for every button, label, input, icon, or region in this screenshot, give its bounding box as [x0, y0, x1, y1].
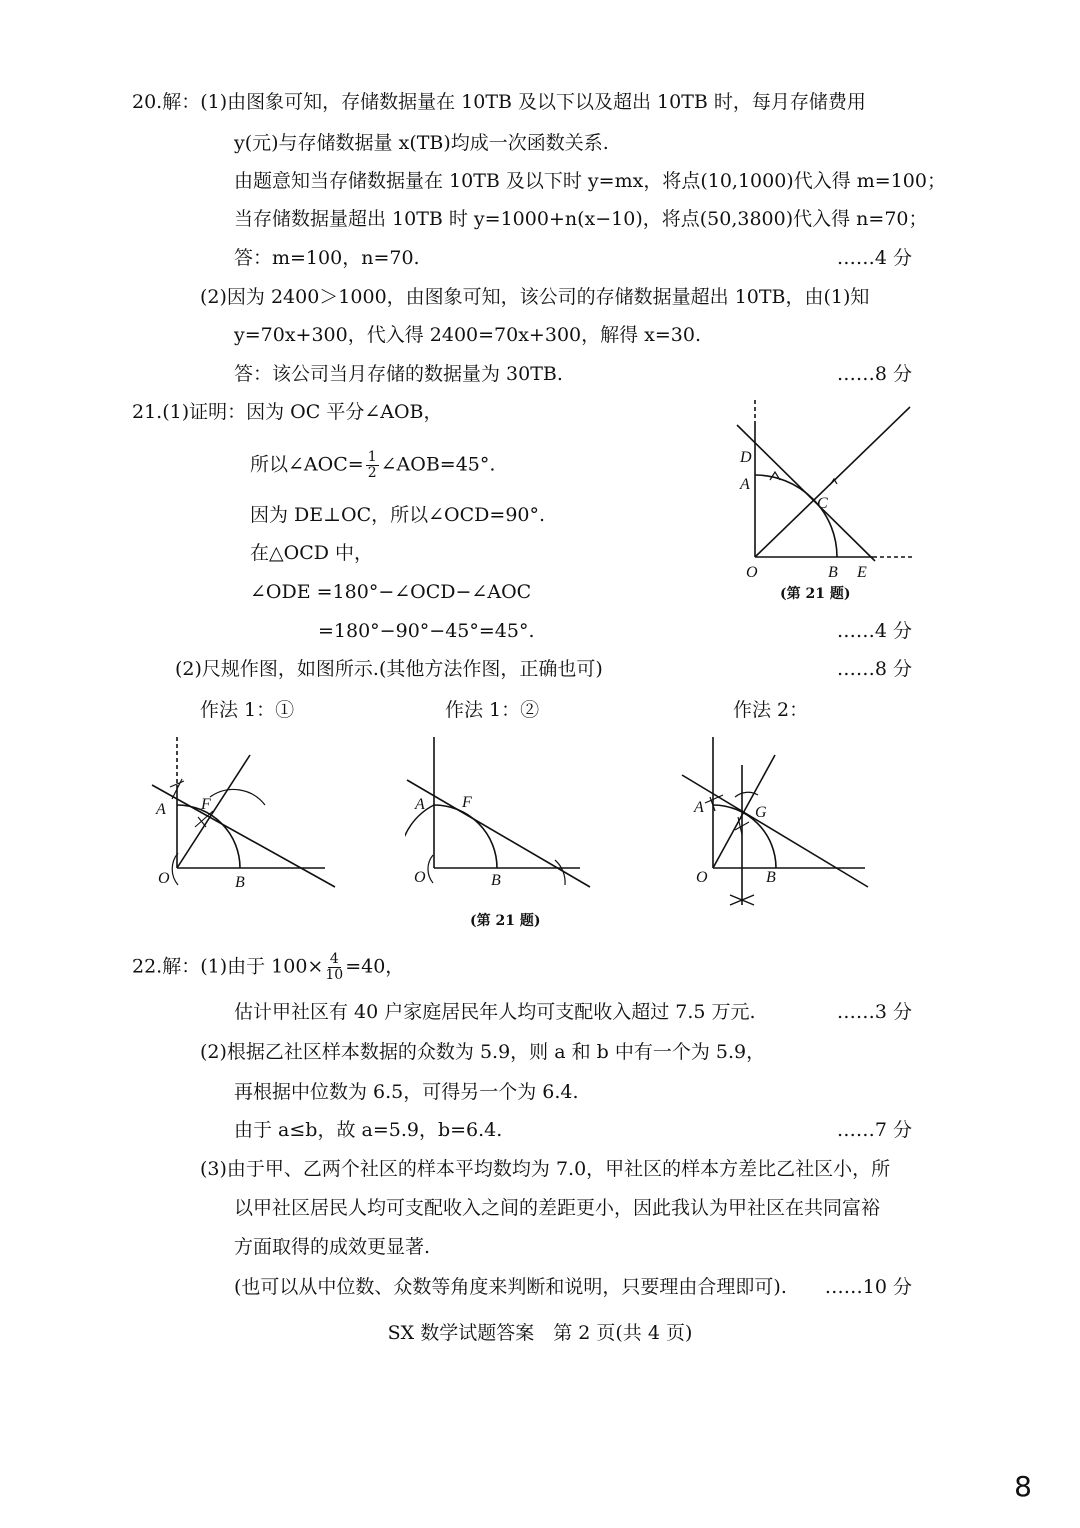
label-B: B	[828, 564, 838, 581]
label-A-1a: A	[156, 801, 166, 818]
page-footer: SX 数学试题答案 第 2 页(共 4 页)	[387, 1322, 693, 1344]
q22-score-3: ……10 分	[824, 1276, 912, 1298]
q22-line-1	[132, 952, 404, 983]
q21-line-2-pre: 所以∠AOC=	[250, 453, 364, 476]
q21-line-6: =180°−90°−45°=45°.	[318, 620, 535, 642]
q22-score-1: ……3 分	[836, 1001, 912, 1023]
q21-line-5: ∠ODE =180°−∠OCD−∠AOC	[250, 581, 532, 603]
figure-method-1a	[150, 735, 350, 895]
q20-line-1: 20.解：(1)由图象可知，存储数据量在 10TB 及以下以及超出 10TB 时，每月存储费用	[132, 91, 866, 113]
q22-line-4: 再根据中位数为 6.5，可得另一个为 6.4.	[234, 1081, 579, 1103]
label-O-1b: O	[414, 869, 426, 886]
q22-line-2: 估计甲社区有 40 户家庭居民年人均可支配收入超过 7.5 万元.	[234, 1001, 756, 1023]
fraction-denominator: 10	[325, 967, 344, 983]
q20-line-6: (2)因为 2400＞1000，由图象可知，该公司的存储数据量超出 10TB，由(1)知	[200, 286, 870, 308]
q22-score-2: ……7 分	[836, 1119, 912, 1141]
label-E: E	[857, 564, 867, 581]
q21-score-2: ……8 分	[836, 658, 912, 680]
method-1a-label: 作法 1：①	[200, 699, 295, 721]
label-C: C	[817, 495, 828, 512]
q22-line-1-post: =40，	[345, 955, 405, 978]
q21-caption-bottom: (第 21 题)	[470, 913, 541, 929]
label-B-1b: B	[491, 872, 501, 889]
label-B-2: B	[766, 869, 776, 886]
q21-line-4: 在△OCD 中，	[250, 542, 373, 564]
label-D: D	[740, 449, 752, 466]
label-A: A	[740, 476, 750, 493]
q20-line-5: 答：m=100，n=70.	[234, 247, 420, 269]
q21-line-3: 因为 DE⊥OC，所以∠OCD=90°.	[250, 504, 546, 526]
q22-line-7: 以甲社区居民人均可支配收入之间的差距更小，因此我认为甲社区在共同富裕	[234, 1197, 881, 1219]
q20-line-3: 由题意知当存储数据量在 10TB 及以下时 y=mx，将点(10,1000)代入得 m=100；	[234, 170, 946, 192]
label-O-2: O	[696, 869, 708, 886]
q20-score-1: ……4 分	[836, 247, 912, 269]
label-B-1a: B	[235, 874, 245, 891]
figure-method-1b-svg	[405, 735, 605, 895]
q22-line-5: 由于 a≤b，故 a=5.9，b=6.4.	[234, 1119, 503, 1141]
q20-line-8: 答：该公司当月存储的数据量为 30TB.	[234, 363, 563, 385]
label-O-1a: O	[158, 870, 170, 887]
q21-figure-main-svg	[725, 395, 920, 585]
q22-line-3: (2)根据乙社区样本数据的众数为 5.9，则 a 和 b 中有一个为 5.9，	[200, 1041, 766, 1063]
figure-method-2	[680, 735, 880, 910]
method-1b-label: 作法 1：②	[445, 699, 540, 721]
q20-line-4: 当存储数据量超出 10TB 时 y=1000+n(x−10)，将点(50,3800)代入得 n=70；	[234, 208, 928, 230]
q21-line-1: 21.(1)证明：因为 OC 平分∠AOB，	[132, 401, 443, 423]
q21-line-2-post: ∠AOB=45°.	[380, 453, 496, 476]
q21-line-7: (2)尺规作图，如图所示.(其他方法作图，正确也可)	[175, 658, 603, 680]
label-F-1b: F	[462, 794, 472, 811]
fraction-numerator: 1	[367, 449, 377, 465]
label-O: O	[746, 564, 758, 581]
q20-line-2: y(元)与存储数据量 x(TB)均成一次函数关系.	[234, 132, 609, 154]
label-G-2: G	[755, 804, 767, 821]
fraction-denominator: 2	[367, 465, 377, 481]
method-2-label: 作法 2：	[733, 699, 809, 721]
q20-line-7: y=70x+300，代入得 2400=70x+300，解得 x=30.	[234, 324, 702, 346]
q22-line-6: (3)由于甲、乙两个社区的样本平均数均为 7.0，甲社区的样本方差比乙社区小，所	[200, 1158, 891, 1180]
figure-method-1b	[405, 735, 605, 895]
label-F-1a: F	[201, 796, 211, 813]
q21-line-2	[250, 450, 495, 481]
q22-line-8: 方面取得的成效更显著.	[234, 1236, 431, 1258]
q21-figure-main	[725, 395, 920, 585]
figure-method-2-svg	[680, 735, 880, 910]
q21-score-1: ……4 分	[836, 620, 912, 642]
fraction-half	[366, 450, 379, 481]
q21-caption-top: (第 21 题)	[780, 586, 851, 602]
label-A-1b: A	[415, 796, 425, 813]
q22-line-9: (也可以从中位数、众数等角度来判断和说明，只要理由合理即可).	[234, 1276, 787, 1298]
label-A-2: A	[694, 799, 704, 816]
q22-line-1-pre: 22.解：(1)由于 100×	[132, 955, 324, 978]
fraction-four-tenths	[325, 952, 343, 983]
page-number: 8	[1014, 1470, 1032, 1503]
q20-score-2: ……8 分	[836, 363, 912, 385]
figure-method-1a-svg	[150, 735, 350, 895]
fraction-numerator: 4	[329, 951, 339, 967]
